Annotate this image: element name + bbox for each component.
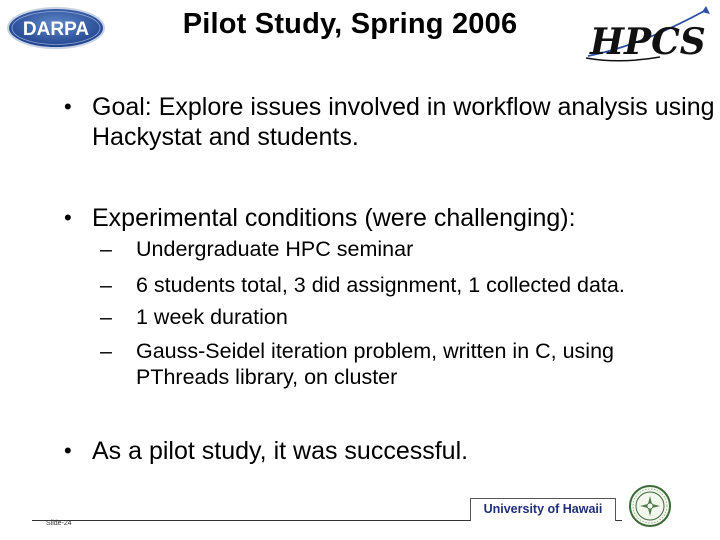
bullet-marker: • [64, 438, 72, 463]
sub-marker: – [100, 339, 112, 363]
bullet-marker: • [64, 94, 72, 119]
hpcs-logo-text: HPCS [590, 21, 706, 63]
sub-text: Gauss-Seidel iteration problem, written in C, using PThreads library, on cluster [136, 339, 614, 389]
bullet-marker: • [64, 205, 72, 230]
bullet-text: Experimental conditions (were challenging): [92, 204, 576, 232]
sub-marker: – [100, 305, 112, 329]
university-seal-icon [628, 484, 672, 528]
institution-box [470, 498, 616, 521]
institution-name: University of Hawaii [483, 502, 603, 516]
slide-title: Pilot Study, Spring 2006 [182, 8, 518, 40]
bullet-text: As a pilot study, it was successful. [92, 437, 469, 465]
hpcs-logo [580, 2, 714, 66]
sub-text: Undergraduate HPC seminar [136, 237, 414, 261]
slide-number: Slide-24 [46, 520, 72, 527]
bullet-text: Goal: Explore issues involved in workflow analysis using Hackystat and students. [92, 93, 715, 151]
sub-marker: – [100, 237, 112, 261]
sub-text: 1 week duration [136, 305, 288, 329]
sub-marker: – [100, 273, 112, 297]
sub-text: 6 students total, 3 did assignment, 1 collected data. [136, 273, 625, 297]
darpa-logo-text: DARPA [22, 19, 90, 40]
darpa-logo [6, 6, 106, 50]
